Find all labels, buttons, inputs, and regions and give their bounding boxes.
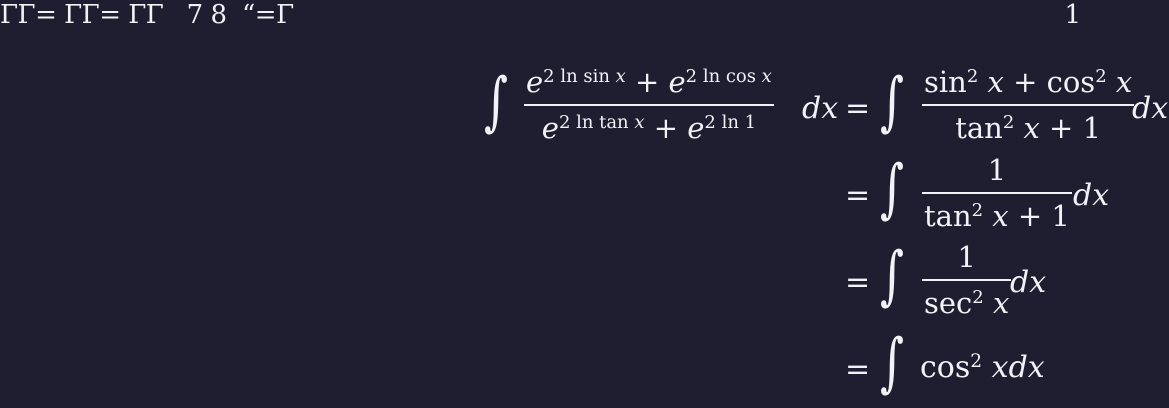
line4-expression: $\cos^2$ xdx — [920, 350, 1045, 385]
lhs-denominator: $e^{2 ln tan x} + e^{2 ln 1}$ — [541, 110, 757, 145]
fraction-bar — [922, 192, 1072, 194]
lhs-fraction — [524, 65, 774, 145]
fraction-bar — [922, 104, 1134, 106]
equals-sign: = — [845, 265, 871, 300]
line2-fraction — [922, 153, 1072, 233]
lhs-differential: dx — [802, 91, 839, 126]
integral-sign: ∫ — [484, 65, 509, 139]
line3-numerator: 1 — [957, 240, 976, 274]
rhs-differential: dx — [1132, 91, 1169, 126]
integral-sign: ∫ — [880, 65, 905, 139]
rhs-fraction — [922, 65, 1134, 145]
line3-differential: dx — [1010, 265, 1047, 300]
equals-sign: = — [845, 178, 871, 213]
lhs-numerator: $e^{2 ln sin x} + e^{2 ln cos x}$ — [526, 65, 772, 99]
rhs-denominator: $\tan^2 x + 1$ — [955, 110, 1102, 145]
line2-differential: dx — [1073, 178, 1110, 213]
integral-sign: ∫ — [880, 152, 905, 226]
line3-denominator: $\sec^2 x$ — [924, 285, 1010, 320]
page-number: 1 — [1064, 0, 1081, 30]
line3-fraction — [922, 240, 1011, 320]
fraction-bar — [524, 104, 774, 106]
equals-sign: = — [845, 91, 871, 126]
equals-sign: = — [845, 352, 871, 387]
rhs-numerator: $\sin^2 x + \cos^2 x$ — [924, 65, 1133, 99]
line2-numerator: 1 — [987, 153, 1007, 187]
header-garbled-text: ΓΓ= ΓΓ= ΓΓ 7 8 “=Γ — [0, 0, 294, 30]
fraction-bar — [922, 279, 1011, 281]
line2-denominator: $\tan^2 x + 1$ — [924, 198, 1070, 233]
integral-sign: ∫ — [880, 239, 905, 313]
integral-sign: ∫ — [880, 326, 905, 400]
